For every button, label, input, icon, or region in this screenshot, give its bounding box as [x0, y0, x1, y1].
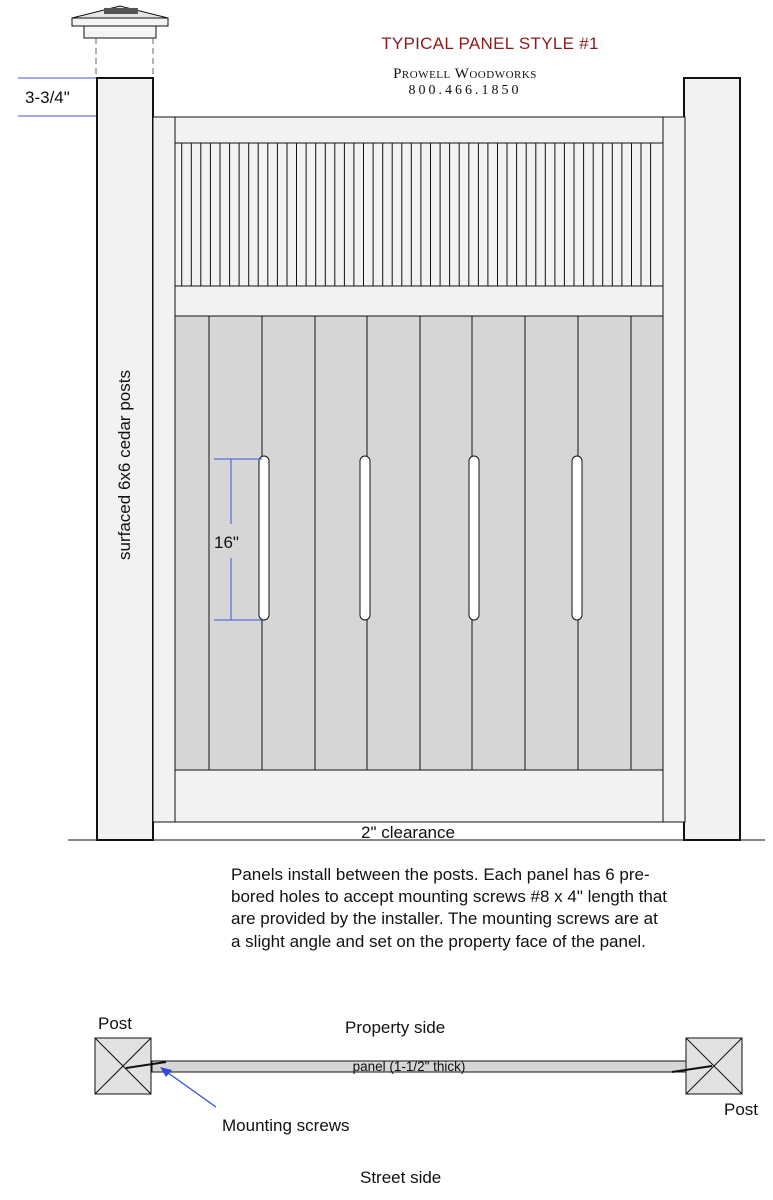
- picket: [411, 143, 421, 286]
- board: [578, 316, 631, 770]
- picket: [603, 143, 613, 286]
- right-stile: [663, 117, 685, 822]
- picket: [431, 143, 441, 286]
- clearance-label: 2" clearance: [361, 823, 455, 842]
- diagram-title: TYPICAL PANEL STYLE #1: [381, 34, 599, 53]
- picket: [239, 143, 249, 286]
- mounting-screws-label: Mounting screws: [222, 1116, 350, 1135]
- picket: [507, 143, 517, 286]
- board: [315, 316, 367, 770]
- picket: [354, 143, 364, 286]
- screw-pointer-arrow: [164, 1070, 216, 1107]
- picket: [297, 143, 307, 286]
- mounting-slot: [259, 456, 269, 620]
- picket: [201, 143, 211, 286]
- lower-boards: [175, 316, 663, 770]
- picket: [182, 143, 192, 286]
- picket: [526, 143, 536, 286]
- street-side-label: Street side: [360, 1168, 442, 1187]
- mounting-slot: [360, 456, 370, 620]
- picket: [373, 143, 383, 286]
- picket: [488, 143, 498, 286]
- right-post-plan: [686, 1038, 742, 1094]
- picket: [450, 143, 460, 286]
- board: [631, 316, 663, 770]
- picket: [392, 143, 402, 286]
- plan-view: [95, 1038, 742, 1107]
- left-stile: [153, 117, 175, 822]
- picket: [545, 143, 555, 286]
- cap-dimension-label: 3-3/4": [25, 88, 70, 107]
- picket: [220, 143, 230, 286]
- middle-rail: [175, 286, 663, 316]
- company-name: Prowell Woodworks: [393, 66, 537, 82]
- picket: [584, 143, 594, 286]
- panel-thickness-label: panel (1-1/2" thick): [352, 1059, 466, 1074]
- company-phone: 800.466.1850: [408, 83, 522, 98]
- mounting-slot: [572, 456, 582, 620]
- board: [367, 316, 420, 770]
- board: [472, 316, 525, 770]
- board: [420, 316, 472, 770]
- top-rail: [175, 117, 663, 143]
- board: [175, 316, 209, 770]
- property-side-label: Property side: [345, 1018, 446, 1037]
- right-post: [684, 78, 740, 840]
- post-cap: [72, 6, 168, 78]
- picket: [564, 143, 574, 286]
- picket: [622, 143, 632, 286]
- slot-length-label: 16": [214, 533, 239, 552]
- picket: [277, 143, 287, 286]
- mounting-slot: [469, 456, 479, 620]
- post-label: surfaced 6x6 cedar posts: [115, 370, 134, 560]
- picket: [469, 143, 479, 286]
- post-label-left: Post: [98, 1014, 133, 1033]
- picket: [641, 143, 651, 286]
- installation-note: Panels install between the posts. Each panel has 6 pre-bored holes to accept mounting screws #8 x 4" length that are provided by the installer. The mounting screws are at a slight angle and set on the property face of the panel.: [231, 865, 668, 951]
- picket: [335, 143, 345, 286]
- bottom-rail: [175, 770, 663, 822]
- board: [262, 316, 315, 770]
- board: [525, 316, 578, 770]
- picket: [316, 143, 326, 286]
- picket: [258, 143, 268, 286]
- post-label-right: Post: [724, 1100, 759, 1119]
